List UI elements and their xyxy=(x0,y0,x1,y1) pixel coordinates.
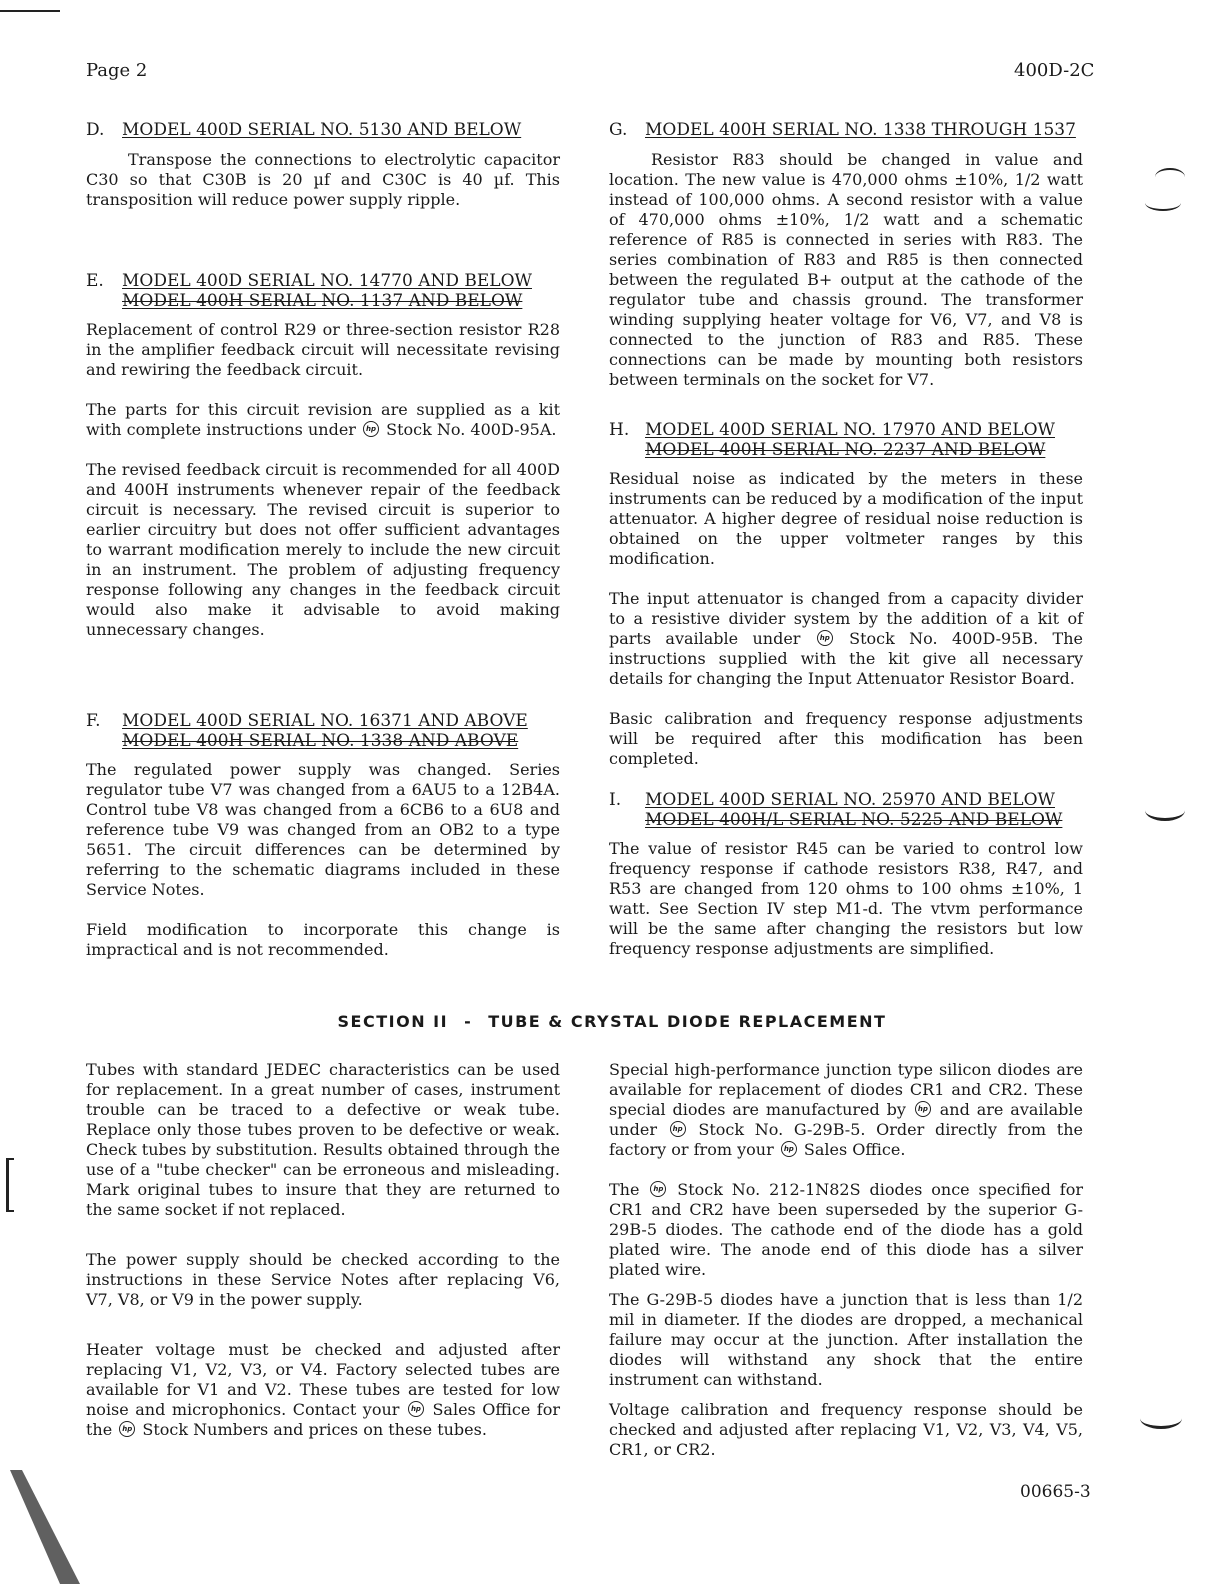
document-id: 400D-2C xyxy=(1014,60,1095,81)
section-f-para-1: The regulated power supply was changed. Series regulator tube V7 was changed from a 6AU5 to a 12B4A. Control tube V8 was changed from a 6CB6 to a 6U8 and reference tube V9 was changed from an OB2 to a type 5651. The circuit differences can be determined by referring to the schematic diagrams included in these Service Notes. xyxy=(86,760,560,899)
section-g-title: MODEL 400H SERIAL NO. 1338 THROUGH 1537 xyxy=(645,120,1076,140)
hp-logo-icon xyxy=(781,1141,797,1157)
scan-corner-shadow xyxy=(0,1470,90,1584)
section-e xyxy=(86,271,560,640)
section-h xyxy=(609,420,1083,769)
tubes-para-3: Heater voltage must be checked and adjusted after replacing V1, V2, V3, or V4. Factory selected tubes are available for V1 and V2. These tubes are tested for low noise and microphonics. Contact your hp Sales Office for the hp Stock Numbers and prices on these tubes. xyxy=(86,1340,560,1440)
hp-logo-icon xyxy=(650,1181,666,1197)
section-e-title2: MODEL 400H SERIAL NO. 1137 AND BELOW xyxy=(122,291,523,311)
section-e-label: E. xyxy=(86,271,104,291)
tubes-para-2: The power supply should be checked according to the instructions in these Service Notes after replacing V6, V7, V8, or V9 in the power supply. xyxy=(86,1250,560,1309)
section-h-label: H. xyxy=(609,420,630,440)
tubes-text xyxy=(86,1060,560,1440)
hp-logo-icon xyxy=(363,421,379,437)
section-f xyxy=(86,711,560,960)
scan-mark-right-4 xyxy=(1140,1408,1182,1429)
section-h-title: MODEL 400D SERIAL NO. 17970 AND BELOW xyxy=(645,420,1055,440)
section-g xyxy=(609,120,1083,390)
section-f-para-2: Field modification to incorporate this change is impractical and is not recommended. xyxy=(86,920,560,959)
scan-mark-right-2 xyxy=(1145,195,1181,211)
section-f-title2: MODEL 400H SERIAL NO. 1338 AND ABOVE xyxy=(122,731,519,751)
section-f-label: F. xyxy=(86,711,101,731)
page-number: Page 2 xyxy=(86,60,148,81)
diodes-para-2: The hp Stock No. 212-1N82S diodes once specified for CR1 and CR2 have been superseded by the superior G-29B-5 diodes. The cathode end of the diode has a gold plated wire. The anode end of this diode has a silver plated wire. xyxy=(609,1180,1083,1280)
section-i xyxy=(609,790,1083,959)
section-h-title2: MODEL 400H SERIAL NO. 2237 AND BELOW xyxy=(645,440,1046,460)
scan-bracket-left xyxy=(6,1158,14,1212)
diodes-para-4: Voltage calibration and frequency response should be checked and adjusted after replacing V1, V2, V3, V4, V5, CR1, or CR2. xyxy=(609,1400,1083,1459)
section-h-para-1: Residual noise as indicated by the meters in these instruments can be reduced by a modification of the input attenuator. A higher degree of residual noise reduction is obtained on the upper voltmeter ranges by this modification. xyxy=(609,469,1083,568)
section-2-title: TUBE & CRYSTAL DIODE REPLACEMENT xyxy=(488,1012,887,1031)
hp-logo-icon xyxy=(817,630,833,646)
section-i-title2: MODEL 400H/L SERIAL NO. 5225 AND BELOW xyxy=(645,810,1063,830)
section-i-label: I. xyxy=(609,790,622,810)
diodes-text xyxy=(609,1060,1083,1460)
diodes-para-3: The G-29B-5 diodes have a junction that is less than 1/2 mil in diameter. If the diodes are dropped, a mechanical failure may occur at the junction. After installation the diodes will withstand any shock that the entire instrument can withstand. xyxy=(609,1290,1083,1389)
section-d-title: MODEL 400D SERIAL NO. 5130 AND BELOW xyxy=(122,120,522,140)
section-d-body: Transpose the connections to electrolytic capacitor C30 so that C30B is 20 µf and C30C is 40 µf. This transposition will reduce power supply ripple. xyxy=(86,150,560,209)
section-e-title: MODEL 400D SERIAL NO. 14770 AND BELOW xyxy=(122,271,532,291)
scan-mark-top-left xyxy=(0,10,60,12)
section-2-dash: - xyxy=(464,1012,473,1031)
section-d-label: D. xyxy=(86,120,105,140)
section-h-para-3: Basic calibration and frequency response adjustments will be required after this modification has been completed. xyxy=(609,709,1083,768)
hp-logo-icon xyxy=(915,1101,931,1117)
section-f-title: MODEL 400D SERIAL NO. 16371 AND ABOVE xyxy=(122,711,528,731)
footer-code: 00665-3 xyxy=(1020,1482,1091,1502)
section-h-para-2: The input attenuator is changed from a capacity divider to a resistive divider system by the addition of a kit of parts available under hp Stock No. 400D-95B. The instructions supplied with the kit give all necessary details for changing the Input Attenuator Resistor Board. xyxy=(609,589,1083,689)
section-e-para-2: The parts for this circuit revision are supplied as a kit with complete instructions under hp Stock No. 400D-95A. xyxy=(86,400,560,440)
section-e-para-3: The revised feedback circuit is recommended for all 400D and 400H instruments whenever repair of the feedback circuit is necessary. The revised circuit is superior to earlier circuitry but does not offer sufficient advantages to warrant modification merely to include the new circuit in an instrument. The problem of adjusting frequency response following any changes in the feedback circuit would also make it advisable to avoid making unnecessary changes. xyxy=(86,460,560,639)
section-2-number: SECTION II xyxy=(337,1012,449,1031)
scan-mark-right-1 xyxy=(1155,168,1185,186)
hp-logo-icon xyxy=(670,1121,686,1137)
tubes-para-1: Tubes with standard JEDEC characteristics can be used for replacement. In a great number of cases, instrument trouble can be traced to a defective or weak tube. Replace only those tubes proven to be defective or weak. Check tubes by substitution. Results obtained through the use of a "tube checker" can be erroneous and misleading. Mark original tubes to insure that they are returned to the same socket if not replaced. xyxy=(86,1060,560,1219)
section-g-body: Resistor R83 should be changed in value and location. The new value is 470,000 ohms ±10%, 1/2 watt instead of 100,000 ohms. A second resistor with a value of 470,000 ohms ±10%, 1/2 watt and a schematic reference of R85 is connected in series with R83. The series combination of R83 and R85 is then connected between the regulated B+ output at the cathode of the regulator tube and chassis ground. The transformer winding supplying heater voltage for V6, V7, and V8 is connected to the junction of R83 and R85. These connections can be made by mounting both resistors between terminals on the socket for V7. xyxy=(609,150,1083,389)
section-2-heading xyxy=(0,1012,1224,1031)
section-d xyxy=(86,120,560,210)
scan-mark-right-3 xyxy=(1145,800,1185,821)
section-g-label: G. xyxy=(609,120,628,140)
section-e-para-1: Replacement of control R29 or three-section resistor R28 in the amplifier feedback circuit will necessitate revising and rewiring the feedback circuit. xyxy=(86,320,560,379)
hp-logo-icon xyxy=(119,1421,135,1437)
hp-logo-icon xyxy=(408,1401,424,1417)
section-i-body: The value of resistor R45 can be varied to control low frequency response if cathode resistors R38, R47, and R53 are changed from 120 ohms to 100 ohms ±10%, 1 watt. See Section IV step M1-d. The vtvm performance will be the same after changing the resistors but low frequency response adjustments are simplified. xyxy=(609,839,1083,958)
diodes-para-1: Special high-performance junction type silicon diodes are available for replacement of diodes CR1 and CR2. These special diodes are manufactured by hp and are available under hp Stock No. G-29B-5. Order directly from the factory or from your hp Sales Office. xyxy=(609,1060,1083,1160)
section-i-title: MODEL 400D SERIAL NO. 25970 AND BELOW xyxy=(645,790,1055,810)
